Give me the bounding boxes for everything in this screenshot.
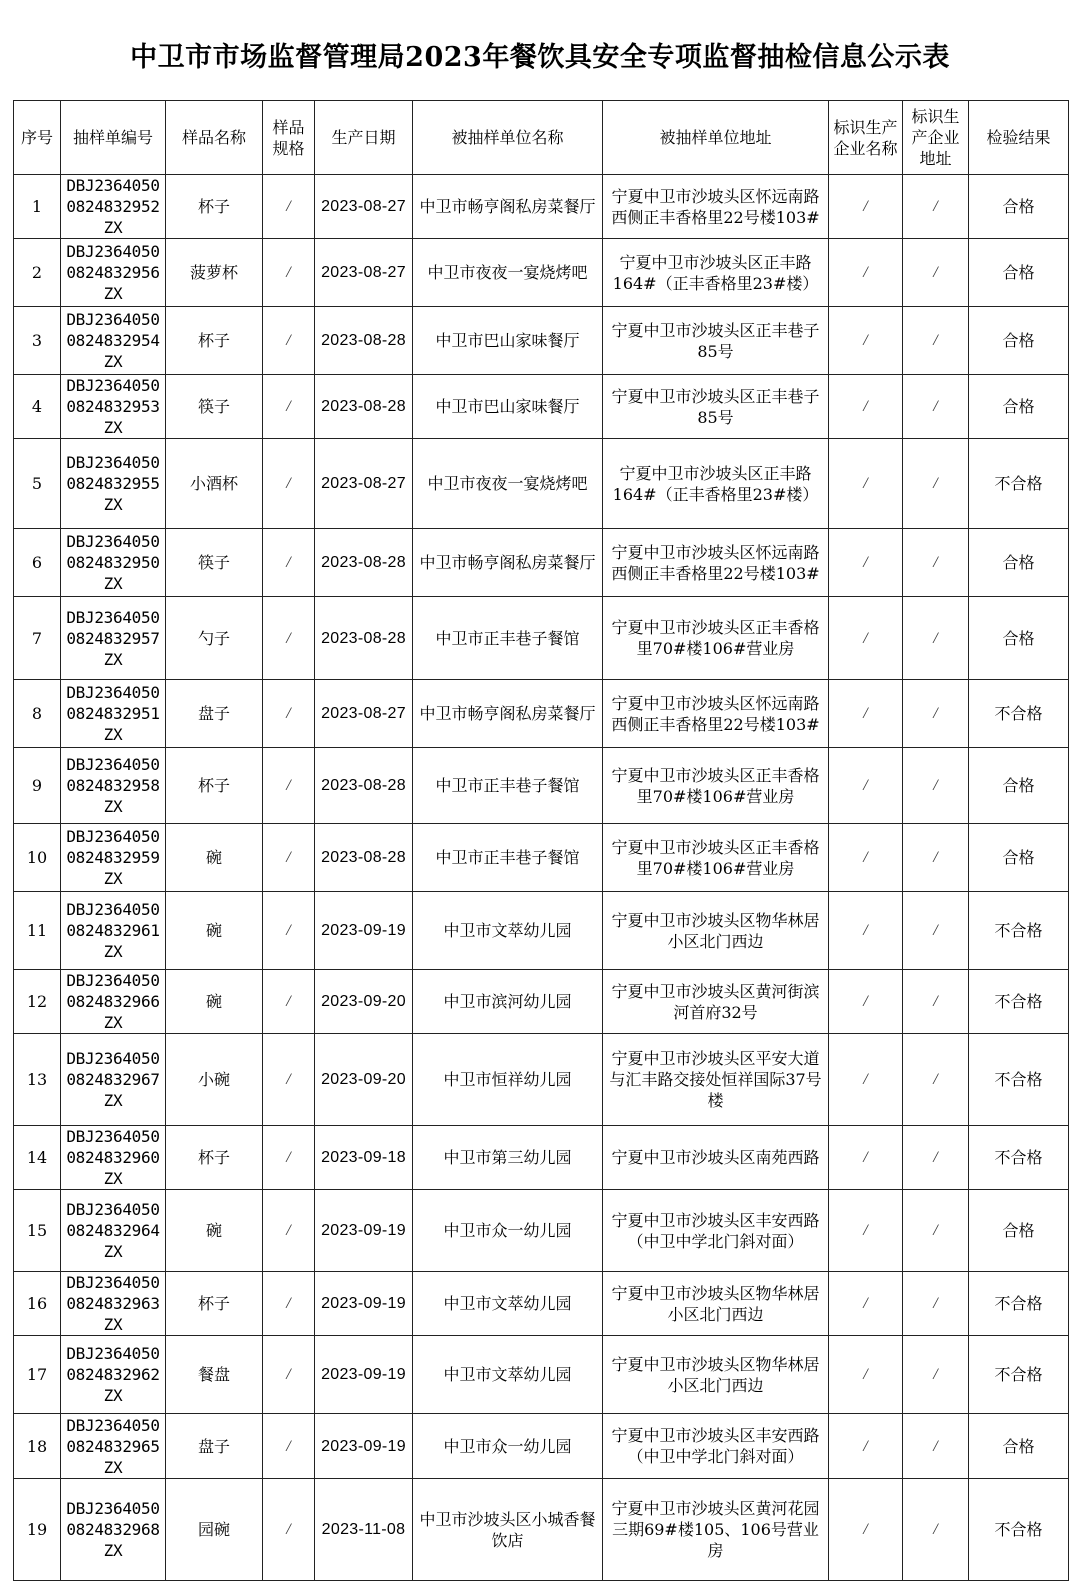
cell-mfr-name: /: [829, 375, 903, 439]
cell-prod-date: 2023-09-18: [315, 1126, 413, 1190]
table-row: [14, 680, 1069, 748]
cell-prod-date: 2023-08-27: [315, 439, 413, 529]
cell-mfr-addr: /: [903, 375, 969, 439]
cell-unit-addr: 宁夏中卫市沙坡头区怀远南路西侧正丰香格里22号楼103#: [603, 529, 829, 597]
cell-spec: /: [263, 1414, 315, 1479]
cell-spec: /: [263, 680, 315, 748]
cell-spec: /: [263, 1479, 315, 1581]
cell-mfr-name: /: [829, 1479, 903, 1581]
cell-sample-no: DBJ23640500824832968ZX: [61, 1479, 166, 1581]
table-row: [14, 1272, 1069, 1336]
cell-mfr-name: /: [829, 680, 903, 748]
header-sample-name: 样品名称: [166, 101, 263, 175]
cell-mfr-addr: /: [903, 439, 969, 529]
cell-sample-name: 筷子: [166, 375, 263, 439]
cell-sample-name: 餐盘: [166, 1336, 263, 1414]
cell-unit-addr: 宁夏中卫市沙坡头区怀远南路西侧正丰香格里22号楼103#: [603, 680, 829, 748]
cell-unit-name: 中卫市夜夜一宴烧烤吧: [413, 439, 603, 529]
cell-unit-name: 中卫市巴山家味餐厅: [413, 307, 603, 375]
header-seq: 序号: [14, 101, 61, 175]
cell-sample-name: 小碗: [166, 1034, 263, 1126]
header-spec: 样品规格: [263, 101, 315, 175]
cell-result: 合格: [969, 529, 1069, 597]
cell-seq: 15: [14, 1190, 61, 1272]
cell-result: 合格: [969, 175, 1069, 239]
cell-unit-name: 中卫市文萃幼儿园: [413, 892, 603, 970]
cell-seq: 14: [14, 1126, 61, 1190]
cell-unit-name: 中卫市畅亨阁私房菜餐厅: [413, 680, 603, 748]
cell-sample-no: DBJ23640500824832963ZX: [61, 1272, 166, 1336]
cell-mfr-addr: /: [903, 1414, 969, 1479]
cell-prod-date: 2023-08-28: [315, 529, 413, 597]
cell-sample-no: DBJ23640500824832966ZX: [61, 970, 166, 1034]
cell-unit-name: 中卫市畅亨阁私房菜餐厅: [413, 529, 603, 597]
cell-result: 合格: [969, 307, 1069, 375]
cell-mfr-addr: /: [903, 1336, 969, 1414]
cell-unit-name: 中卫市正丰巷子餐馆: [413, 748, 603, 824]
table-header-row: [14, 101, 1069, 175]
cell-result: 合格: [969, 748, 1069, 824]
inspection-table: [13, 100, 1069, 1581]
cell-mfr-name: /: [829, 529, 903, 597]
cell-sample-no: DBJ23640500824832957ZX: [61, 597, 166, 680]
cell-prod-date: 2023-11-08: [315, 1479, 413, 1581]
cell-sample-no: DBJ23640500824832960ZX: [61, 1126, 166, 1190]
cell-mfr-name: /: [829, 1190, 903, 1272]
cell-spec: /: [263, 1336, 315, 1414]
cell-mfr-name: /: [829, 597, 903, 680]
cell-sample-name: 小酒杯: [166, 439, 263, 529]
cell-mfr-name: /: [829, 175, 903, 239]
cell-result: 不合格: [969, 970, 1069, 1034]
cell-result: 不合格: [969, 1272, 1069, 1336]
cell-unit-addr: 宁夏中卫市沙坡头区物华林居小区北门西边: [603, 1336, 829, 1414]
cell-spec: /: [263, 1034, 315, 1126]
cell-prod-date: 2023-08-28: [315, 824, 413, 892]
cell-mfr-name: /: [829, 970, 903, 1034]
cell-seq: 1: [14, 175, 61, 239]
header-sample-no: 抽样单编号: [61, 101, 166, 175]
cell-unit-addr: 宁夏中卫市沙坡头区黄河街滨河首府32号: [603, 970, 829, 1034]
cell-spec: /: [263, 175, 315, 239]
cell-sample-no: DBJ23640500824832961ZX: [61, 892, 166, 970]
cell-result: 合格: [969, 824, 1069, 892]
cell-result: 不合格: [969, 892, 1069, 970]
cell-sample-no: DBJ23640500824832955ZX: [61, 439, 166, 529]
cell-unit-addr: 宁夏中卫市沙坡头区物华林居小区北门西边: [603, 892, 829, 970]
cell-mfr-name: /: [829, 1126, 903, 1190]
cell-unit-name: 中卫市夜夜一宴烧烤吧: [413, 239, 603, 307]
table-row: [14, 1190, 1069, 1272]
cell-mfr-addr: /: [903, 970, 969, 1034]
cell-mfr-addr: /: [903, 175, 969, 239]
cell-mfr-name: /: [829, 439, 903, 529]
cell-mfr-name: /: [829, 239, 903, 307]
table-row: [14, 824, 1069, 892]
cell-result: 合格: [969, 597, 1069, 680]
header-result: 检验结果: [969, 101, 1069, 175]
header-mfr-addr: 标识生产企业地址: [903, 101, 969, 175]
cell-unit-addr: 宁夏中卫市沙坡头区丰安西路（中卫中学北门斜对面）: [603, 1414, 829, 1479]
table-row: [14, 748, 1069, 824]
cell-sample-name: 勺子: [166, 597, 263, 680]
cell-mfr-addr: /: [903, 1190, 969, 1272]
cell-unit-addr: 宁夏中卫市沙坡头区正丰路164#（正丰香格里23#楼）: [603, 439, 829, 529]
cell-unit-name: 中卫市众一幼儿园: [413, 1190, 603, 1272]
cell-prod-date: 2023-09-19: [315, 892, 413, 970]
cell-mfr-addr: /: [903, 1126, 969, 1190]
cell-seq: 7: [14, 597, 61, 680]
cell-seq: 6: [14, 529, 61, 597]
cell-unit-addr: 宁夏中卫市沙坡头区南苑西路: [603, 1126, 829, 1190]
cell-sample-name: 碗: [166, 1190, 263, 1272]
cell-unit-addr: 宁夏中卫市沙坡头区正丰巷子85号: [603, 375, 829, 439]
cell-mfr-addr: /: [903, 1479, 969, 1581]
cell-spec: /: [263, 1126, 315, 1190]
cell-sample-name: 杯子: [166, 1272, 263, 1336]
cell-mfr-name: /: [829, 307, 903, 375]
cell-prod-date: 2023-09-20: [315, 1034, 413, 1126]
table-row: [14, 375, 1069, 439]
cell-seq: 11: [14, 892, 61, 970]
cell-seq: 10: [14, 824, 61, 892]
cell-mfr-name: /: [829, 748, 903, 824]
cell-mfr-addr: /: [903, 892, 969, 970]
cell-unit-name: 中卫市第三幼儿园: [413, 1126, 603, 1190]
cell-prod-date: 2023-08-28: [315, 748, 413, 824]
cell-sample-no: DBJ23640500824832952ZX: [61, 175, 166, 239]
cell-spec: /: [263, 892, 315, 970]
cell-mfr-addr: /: [903, 529, 969, 597]
cell-spec: /: [263, 307, 315, 375]
cell-sample-name: 筷子: [166, 529, 263, 597]
cell-sample-no: DBJ23640500824832950ZX: [61, 529, 166, 597]
cell-mfr-name: /: [829, 1336, 903, 1414]
cell-unit-name: 中卫市滨河幼儿园: [413, 970, 603, 1034]
cell-unit-addr: 宁夏中卫市沙坡头区正丰巷子85号: [603, 307, 829, 375]
cell-spec: /: [263, 375, 315, 439]
cell-mfr-addr: /: [903, 748, 969, 824]
cell-result: 合格: [969, 239, 1069, 307]
cell-sample-no: DBJ23640500824832958ZX: [61, 748, 166, 824]
cell-result: 不合格: [969, 680, 1069, 748]
cell-result: 不合格: [969, 439, 1069, 529]
cell-result: 不合格: [969, 1336, 1069, 1414]
table-row: [14, 175, 1069, 239]
cell-sample-name: 杯子: [166, 307, 263, 375]
cell-seq: 17: [14, 1336, 61, 1414]
table-row: [14, 1414, 1069, 1479]
cell-mfr-name: /: [829, 824, 903, 892]
cell-sample-name: 杯子: [166, 175, 263, 239]
table-row: [14, 1034, 1069, 1126]
cell-spec: /: [263, 597, 315, 680]
cell-seq: 19: [14, 1479, 61, 1581]
cell-spec: /: [263, 970, 315, 1034]
cell-prod-date: 2023-09-19: [315, 1414, 413, 1479]
cell-sample-name: 盘子: [166, 680, 263, 748]
cell-result: 合格: [969, 375, 1069, 439]
cell-unit-addr: 宁夏中卫市沙坡头区平安大道与汇丰路交接处恒祥国际37号楼: [603, 1034, 829, 1126]
cell-prod-date: 2023-09-19: [315, 1272, 413, 1336]
cell-unit-addr: 宁夏中卫市沙坡头区物华林居小区北门西边: [603, 1272, 829, 1336]
cell-mfr-addr: /: [903, 824, 969, 892]
cell-mfr-addr: /: [903, 239, 969, 307]
cell-sample-name: 园碗: [166, 1479, 263, 1581]
cell-seq: 5: [14, 439, 61, 529]
cell-prod-date: 2023-09-19: [315, 1336, 413, 1414]
cell-sample-no: DBJ23640500824832954ZX: [61, 307, 166, 375]
cell-mfr-addr: /: [903, 1034, 969, 1126]
cell-unit-addr: 宁夏中卫市沙坡头区正丰香格里70#楼106#营业房: [603, 824, 829, 892]
cell-mfr-addr: /: [903, 680, 969, 748]
table-row: [14, 1479, 1069, 1581]
cell-seq: 13: [14, 1034, 61, 1126]
table-row: [14, 892, 1069, 970]
cell-unit-addr: 宁夏中卫市沙坡头区正丰路164#（正丰香格里23#楼）: [603, 239, 829, 307]
cell-unit-addr: 宁夏中卫市沙坡头区黄河花园三期69#楼105、106号营业房: [603, 1479, 829, 1581]
cell-unit-name: 中卫市文萃幼儿园: [413, 1336, 603, 1414]
table-row: [14, 239, 1069, 307]
cell-unit-name: 中卫市巴山家味餐厅: [413, 375, 603, 439]
cell-unit-addr: 宁夏中卫市沙坡头区怀远南路西侧正丰香格里22号楼103#: [603, 175, 829, 239]
cell-mfr-name: /: [829, 892, 903, 970]
table-row: [14, 1336, 1069, 1414]
header-prod-date: 生产日期: [315, 101, 413, 175]
cell-prod-date: 2023-08-28: [315, 307, 413, 375]
cell-mfr-addr: /: [903, 1272, 969, 1336]
cell-sample-name: 碗: [166, 970, 263, 1034]
header-unit-name: 被抽样单位名称: [413, 101, 603, 175]
cell-prod-date: 2023-08-27: [315, 239, 413, 307]
table-row: [14, 307, 1069, 375]
cell-mfr-addr: /: [903, 307, 969, 375]
cell-result: 不合格: [969, 1479, 1069, 1581]
cell-prod-date: 2023-08-28: [315, 597, 413, 680]
cell-result: 不合格: [969, 1034, 1069, 1126]
header-mfr-name: 标识生产企业名称: [829, 101, 903, 175]
cell-unit-addr: 宁夏中卫市沙坡头区丰安西路（中卫中学北门斜对面）: [603, 1190, 829, 1272]
cell-unit-addr: 宁夏中卫市沙坡头区正丰香格里70#楼106#营业房: [603, 748, 829, 824]
cell-result: 合格: [969, 1190, 1069, 1272]
cell-unit-addr: 宁夏中卫市沙坡头区正丰香格里70#楼106#营业房: [603, 597, 829, 680]
cell-seq: 2: [14, 239, 61, 307]
cell-spec: /: [263, 824, 315, 892]
cell-prod-date: 2023-08-27: [315, 175, 413, 239]
cell-seq: 4: [14, 375, 61, 439]
cell-sample-no: DBJ23640500824832956ZX: [61, 239, 166, 307]
cell-seq: 3: [14, 307, 61, 375]
cell-mfr-addr: /: [903, 597, 969, 680]
cell-unit-name: 中卫市沙坡头区小城香餐饮店: [413, 1479, 603, 1581]
cell-spec: /: [263, 1272, 315, 1336]
cell-sample-no: DBJ23640500824832962ZX: [61, 1336, 166, 1414]
cell-unit-name: 中卫市恒祥幼儿园: [413, 1034, 603, 1126]
cell-spec: /: [263, 748, 315, 824]
cell-unit-name: 中卫市正丰巷子餐馆: [413, 597, 603, 680]
cell-spec: /: [263, 529, 315, 597]
cell-seq: 16: [14, 1272, 61, 1336]
header-unit-addr: 被抽样单位地址: [603, 101, 829, 175]
cell-sample-no: DBJ23640500824832967ZX: [61, 1034, 166, 1126]
cell-sample-name: 杯子: [166, 748, 263, 824]
cell-sample-name: 碗: [166, 892, 263, 970]
cell-mfr-name: /: [829, 1414, 903, 1479]
cell-sample-name: 杯子: [166, 1126, 263, 1190]
cell-seq: 8: [14, 680, 61, 748]
cell-prod-date: 2023-09-20: [315, 970, 413, 1034]
page-title: 中卫市市场监督管理局2023年餐饮具安全专项监督抽检信息公示表: [130, 42, 950, 73]
table-body: [14, 175, 1069, 1581]
cell-mfr-name: /: [829, 1034, 903, 1126]
table-row: [14, 597, 1069, 680]
table-row: [14, 439, 1069, 529]
cell-spec: /: [263, 439, 315, 529]
cell-result: 不合格: [969, 1126, 1069, 1190]
cell-sample-name: 盘子: [166, 1414, 263, 1479]
cell-unit-name: 中卫市正丰巷子餐馆: [413, 824, 603, 892]
cell-prod-date: 2023-08-28: [315, 375, 413, 439]
cell-sample-no: DBJ23640500824832951ZX: [61, 680, 166, 748]
cell-unit-name: 中卫市众一幼儿园: [413, 1414, 603, 1479]
cell-sample-no: DBJ23640500824832965ZX: [61, 1414, 166, 1479]
cell-prod-date: 2023-08-27: [315, 680, 413, 748]
table-row: [14, 1126, 1069, 1190]
cell-sample-no: DBJ23640500824832953ZX: [61, 375, 166, 439]
table-row: [14, 529, 1069, 597]
cell-sample-no: DBJ23640500824832959ZX: [61, 824, 166, 892]
cell-mfr-name: /: [829, 1272, 903, 1336]
cell-sample-no: DBJ23640500824832964ZX: [61, 1190, 166, 1272]
table-row: [14, 970, 1069, 1034]
cell-seq: 18: [14, 1414, 61, 1479]
cell-seq: 12: [14, 970, 61, 1034]
cell-result: 合格: [969, 1414, 1069, 1479]
cell-spec: /: [263, 1190, 315, 1272]
cell-prod-date: 2023-09-19: [315, 1190, 413, 1272]
cell-unit-name: 中卫市文萃幼儿园: [413, 1272, 603, 1336]
cell-unit-name: 中卫市畅亨阁私房菜餐厅: [413, 175, 603, 239]
cell-sample-name: 碗: [166, 824, 263, 892]
cell-seq: 9: [14, 748, 61, 824]
cell-sample-name: 菠萝杯: [166, 239, 263, 307]
cell-spec: /: [263, 239, 315, 307]
